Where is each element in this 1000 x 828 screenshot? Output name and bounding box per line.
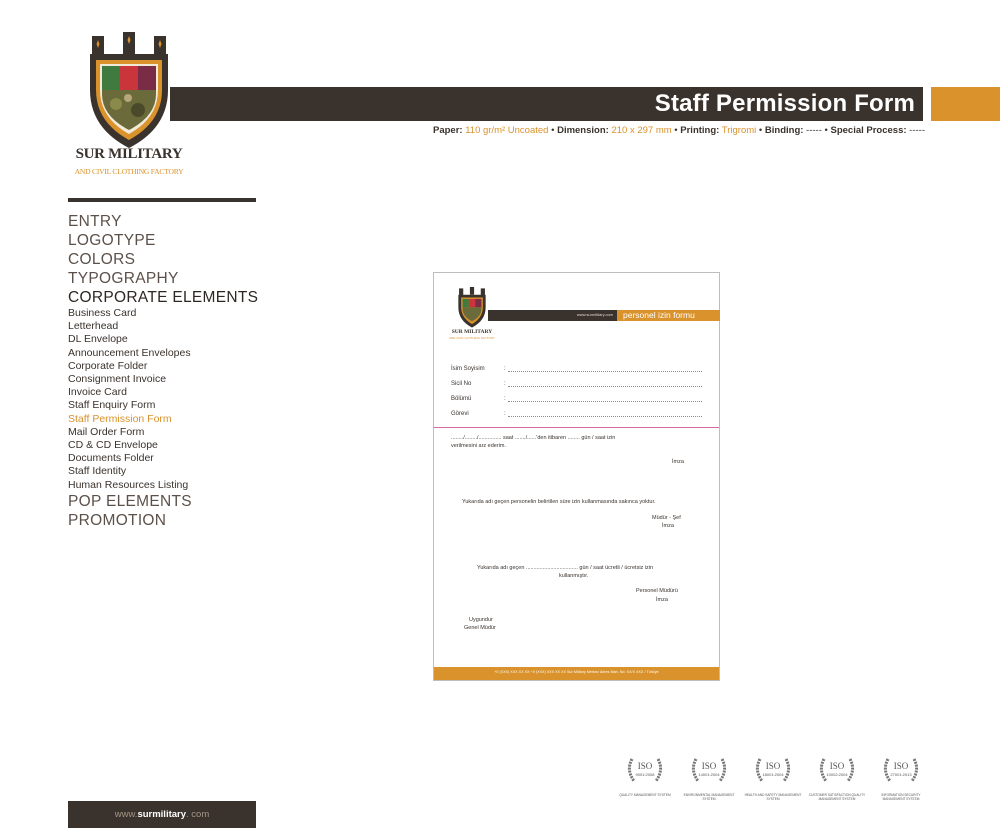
website-link[interactable] <box>68 809 256 820</box>
nav-subitem-staff-permission-form[interactable]: Staff Permission Form <box>68 412 172 425</box>
spec-label: Special Process: <box>830 125 907 136</box>
iso-number: 10002:2004 <box>826 772 848 777</box>
website-bar <box>68 801 256 828</box>
website-brand: surmilitary <box>137 809 187 820</box>
nav-subitem-invoice-card[interactable]: Invoice Card <box>68 386 127 399</box>
signature-label: İmza <box>662 523 674 529</box>
nav-item-logotype[interactable]: LOGOTYPE <box>68 232 156 249</box>
iso-badge <box>744 755 802 803</box>
website-prefix: www. <box>114 809 138 820</box>
header-band <box>170 87 923 121</box>
field-label: Görevi <box>451 411 469 417</box>
nav-subitem-documents-folder[interactable]: Documents Folder <box>68 452 154 465</box>
iso-caption: CUSTOMER SATISFACTION QUALITY MANAGEMENT SYSTEM <box>808 793 866 801</box>
nav-subitem-announcement-envelopes[interactable]: Announcement Envelopes <box>68 346 191 359</box>
iso-number: 9001:2008 <box>635 772 655 777</box>
field-line <box>508 381 702 387</box>
form-footer-bar <box>434 667 719 680</box>
iso-badge <box>620 755 670 803</box>
field-colon: : <box>504 396 506 402</box>
form-title: personel izin formu <box>623 310 695 320</box>
mini-logo-icon <box>456 287 488 329</box>
mini-brand-name: SUR MILITARY <box>451 329 493 335</box>
manager-sentence: Yukarıda adı geçen personelin belirtilen süre izin kullanmasında sakınca yoktur. <box>462 499 656 505</box>
nav-item-corporate-elements[interactable]: CORPORATE ELEMENTS <box>68 289 259 306</box>
iso-label: ISO <box>765 761 781 771</box>
iso-label: ISO <box>829 761 845 771</box>
signature-label: İmza <box>672 459 684 465</box>
spec-label: Printing: <box>680 125 720 136</box>
brand-name: SUR MILITARY <box>75 146 183 162</box>
nav-subitem-human-resources-listing[interactable]: Human Resources Listing <box>68 478 189 491</box>
nav-subitem-staff-identity[interactable]: Staff Identity <box>68 465 127 478</box>
request-sentence: ......../......../............... saat ......./......'den itibaren ........ gün / saat izin <box>451 435 616 441</box>
castle-shield-logo-icon <box>86 32 172 152</box>
iso-number: 27001:2013 <box>890 772 912 777</box>
nav-subitem-consignment-invoice[interactable]: Consignment Invoice <box>68 373 167 386</box>
field-label: Bölümü <box>451 396 472 402</box>
brand-subtitle: AND CIVIL CLOTHING FACTORY <box>74 167 184 176</box>
approval-label: Uygundur <box>469 617 493 623</box>
field-colon: : <box>504 381 506 387</box>
page-title: Staff Permission Form <box>654 90 915 117</box>
hr-manager-title: Personel Müdürü <box>636 588 678 594</box>
iso-label: ISO <box>893 761 909 771</box>
iso-caption: INFORMATION SECURITY MANAGEMENT SYSTEM <box>881 793 921 801</box>
iso-badge <box>808 755 866 803</box>
signature-label: İmza <box>656 597 668 603</box>
form-footer-contact: +0 (XXX) XXX XX XX +0 (XXX) XXX XX XX Sur Military Merkez Adres Mah. No: XX/X XXX / Türkiye <box>494 670 659 674</box>
field-colon: : <box>504 411 506 417</box>
nav-subitem-business-card[interactable]: Business Card <box>68 307 137 319</box>
form-preview-sheet <box>433 272 720 681</box>
nav-item-entry[interactable]: ENTRY <box>68 213 122 230</box>
manager-title: Müdür - Şef <box>652 515 681 521</box>
header-accent-tab <box>931 87 1000 121</box>
nav-subitem-cd-envelope[interactable]: CD & CD Envelope <box>68 439 158 452</box>
nav-subitem-letterhead[interactable]: Letterhead <box>68 320 119 333</box>
field-label: Sicil No <box>451 381 472 387</box>
divider <box>68 198 256 202</box>
spec-value: 110 gr/m² Uncoated <box>465 125 549 136</box>
mini-url: www.surmilitary.com <box>576 312 613 317</box>
website-suffix: . com <box>186 809 210 820</box>
request-sentence-end: verilmesini arz ederim. <box>451 443 507 449</box>
mini-brand-subtitle: AND CIVIL CLOTHING FACTORY <box>449 336 495 340</box>
iso-number: 14001:2004 <box>698 772 720 777</box>
nav-subitem-dl-envelope[interactable]: DL Envelope <box>68 333 128 346</box>
nav-subitem-corporate-folder[interactable]: Corporate Folder <box>68 359 148 372</box>
field-label: İsim Soyisim <box>451 366 485 372</box>
spec-value: ----- <box>806 125 822 136</box>
iso-caption: HEALTH AND SAFETY MANAGEMENT SYSTEM <box>744 793 802 801</box>
hr-sentence: Yukarıda adı geçen .................................. gün / saat ücretli / ücretsiz izin <box>477 565 654 571</box>
field-line <box>508 396 702 402</box>
spec-value: Trigromi <box>721 125 757 136</box>
spec-value: 210 x 297 mm <box>611 125 672 136</box>
nav-subitem-staff-enquiry-form[interactable]: Staff Enquiry Form <box>68 399 156 412</box>
nav-item-typography[interactable]: TYPOGRAPHY <box>68 270 179 287</box>
field-colon: : <box>504 366 506 372</box>
hr-sentence-end: kullanmıştır. <box>559 573 589 579</box>
spec-label: Binding: <box>764 125 804 136</box>
separator-line <box>434 427 719 428</box>
general-manager-label: Genel Müdür <box>464 625 496 631</box>
iso-number: 18001:2004 <box>762 772 784 777</box>
iso-caption: QUALITY MANAGEMENT SYSTEM <box>619 793 671 797</box>
nav-item-promotion[interactable]: PROMOTION <box>68 511 167 529</box>
spec-label: Dimension: <box>557 125 609 136</box>
iso-label: ISO <box>637 761 653 771</box>
iso-badge <box>876 755 926 803</box>
iso-badge <box>684 755 734 803</box>
mini-title-bar <box>617 310 720 321</box>
spec-label: Paper: <box>432 125 463 136</box>
side-nav <box>68 212 268 530</box>
iso-caption: ENVIRONMENTAL MANAGEMENT SYSTEM <box>683 793 735 801</box>
nav-subitem-mail-order-form[interactable]: Mail Order Form <box>68 425 145 438</box>
field-line <box>508 411 702 417</box>
spec-value: ----- <box>909 125 925 136</box>
print-specs: Paper: 110 gr/m² Uncoated • Dimension: 210 x 297 mm • Printing: Trigromi • Binding: ----- • Special Process: ----- <box>432 125 925 136</box>
iso-label: ISO <box>701 761 717 771</box>
field-line <box>508 366 702 372</box>
nav-item-pop-elements[interactable]: POP ELEMENTS <box>68 492 192 510</box>
nav-item-colors[interactable]: COLORS <box>68 251 136 268</box>
mini-header-band <box>488 310 617 321</box>
